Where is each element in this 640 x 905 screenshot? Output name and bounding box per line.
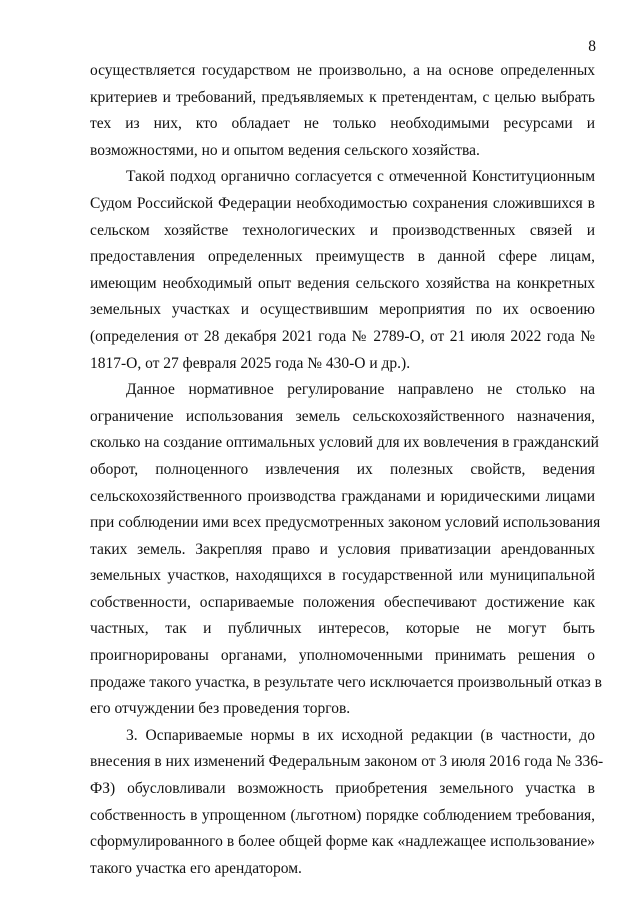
text-line: предоставления определенных преимуществ в данной сфере лицам, <box>90 248 595 266</box>
text-line: критериев и требований, предъявляемых к претендентам, с целью выбрать <box>90 88 595 106</box>
text-line: ФЗ) обусловливали возможность приобретения земельного участка в <box>90 780 595 798</box>
page-number: 8 <box>588 38 596 55</box>
text-line: земельных участков, находящихся в государственной или муниципальной <box>90 567 595 585</box>
text-line: продаже такого участка, в результате чего исключается произвольный отказ в <box>90 673 602 691</box>
document-body <box>90 58 604 882</box>
text-line: оборот, полноценного извлечения их полезных свойств, ведения <box>90 460 595 478</box>
text-line: при соблюдении ими всех предусмотренных законом условий использования <box>90 514 601 532</box>
text-line: собственности, оспариваемые положения обеспечивают достижение как <box>90 593 595 611</box>
text-line: 3. Оспариваемые нормы в их исходной редакции (в частности, до <box>126 726 595 744</box>
text-line: земельных участках и осуществившим мероприятия по их освоению <box>90 301 595 319</box>
paragraph <box>90 723 604 883</box>
text-line: осуществляется государством не произвольно, а на основе определенных <box>90 62 595 79</box>
text-line: тех из них, кто обладает не только необходимыми ресурсами и <box>90 115 595 133</box>
text-line: его отчуждении без проведения торгов. <box>90 700 351 718</box>
paragraph <box>90 164 595 377</box>
text-line: 1817-О, от 27 февраля 2025 года № 430-О и др.). <box>90 354 411 372</box>
text-line: такого участка его арендатором. <box>90 859 302 877</box>
text-line: сформулированного в более общей форме как «надлежащее использование» <box>90 833 595 851</box>
text-line: таких земель. Закрепляя право и условия приватизации арендованных <box>90 540 595 558</box>
text-line: сельском хозяйстве технологических и производственных связей и <box>90 221 595 239</box>
text-line: Такой подход органично согласуется с отмеченной Конституционным <box>126 168 595 186</box>
paragraph <box>90 377 602 723</box>
text-line: сколько на создание оптимальных условий для их вовлечения в гражданский <box>90 434 599 452</box>
text-line: Судом Российской Федерации необходимостью сохранения сложившихся в <box>90 194 595 212</box>
text-line: собственность в упрощенном (льготном) порядке соблюдением требования, <box>90 806 595 824</box>
text-line: сельскохозяйственного производства гражданами и юридическими лицами <box>90 487 595 505</box>
text-line: проигнорированы органами, уполномоченными принимать решения о <box>90 647 595 665</box>
text-line: частных, так и публичных интересов, которые не могут быть <box>90 620 595 638</box>
text-line: имеющим необходимый опыт ведения сельского хозяйства на конкретных <box>90 274 595 292</box>
text-line: ограничение использования земель сельскохозяйственного назначения, <box>90 407 595 425</box>
text-line: (определения от 28 декабря 2021 года № 2789-О, от 21 июля 2022 года № <box>90 327 595 345</box>
text-line: внесения в них изменений Федеральным законом от 3 июля 2016 года № 336- <box>90 753 604 771</box>
paragraph <box>90 58 595 164</box>
text-line: возможностями, но и опытом ведения сельского хозяйства. <box>90 141 480 159</box>
text-line: Данное нормативное регулирование направлено не столько на <box>126 381 595 399</box>
